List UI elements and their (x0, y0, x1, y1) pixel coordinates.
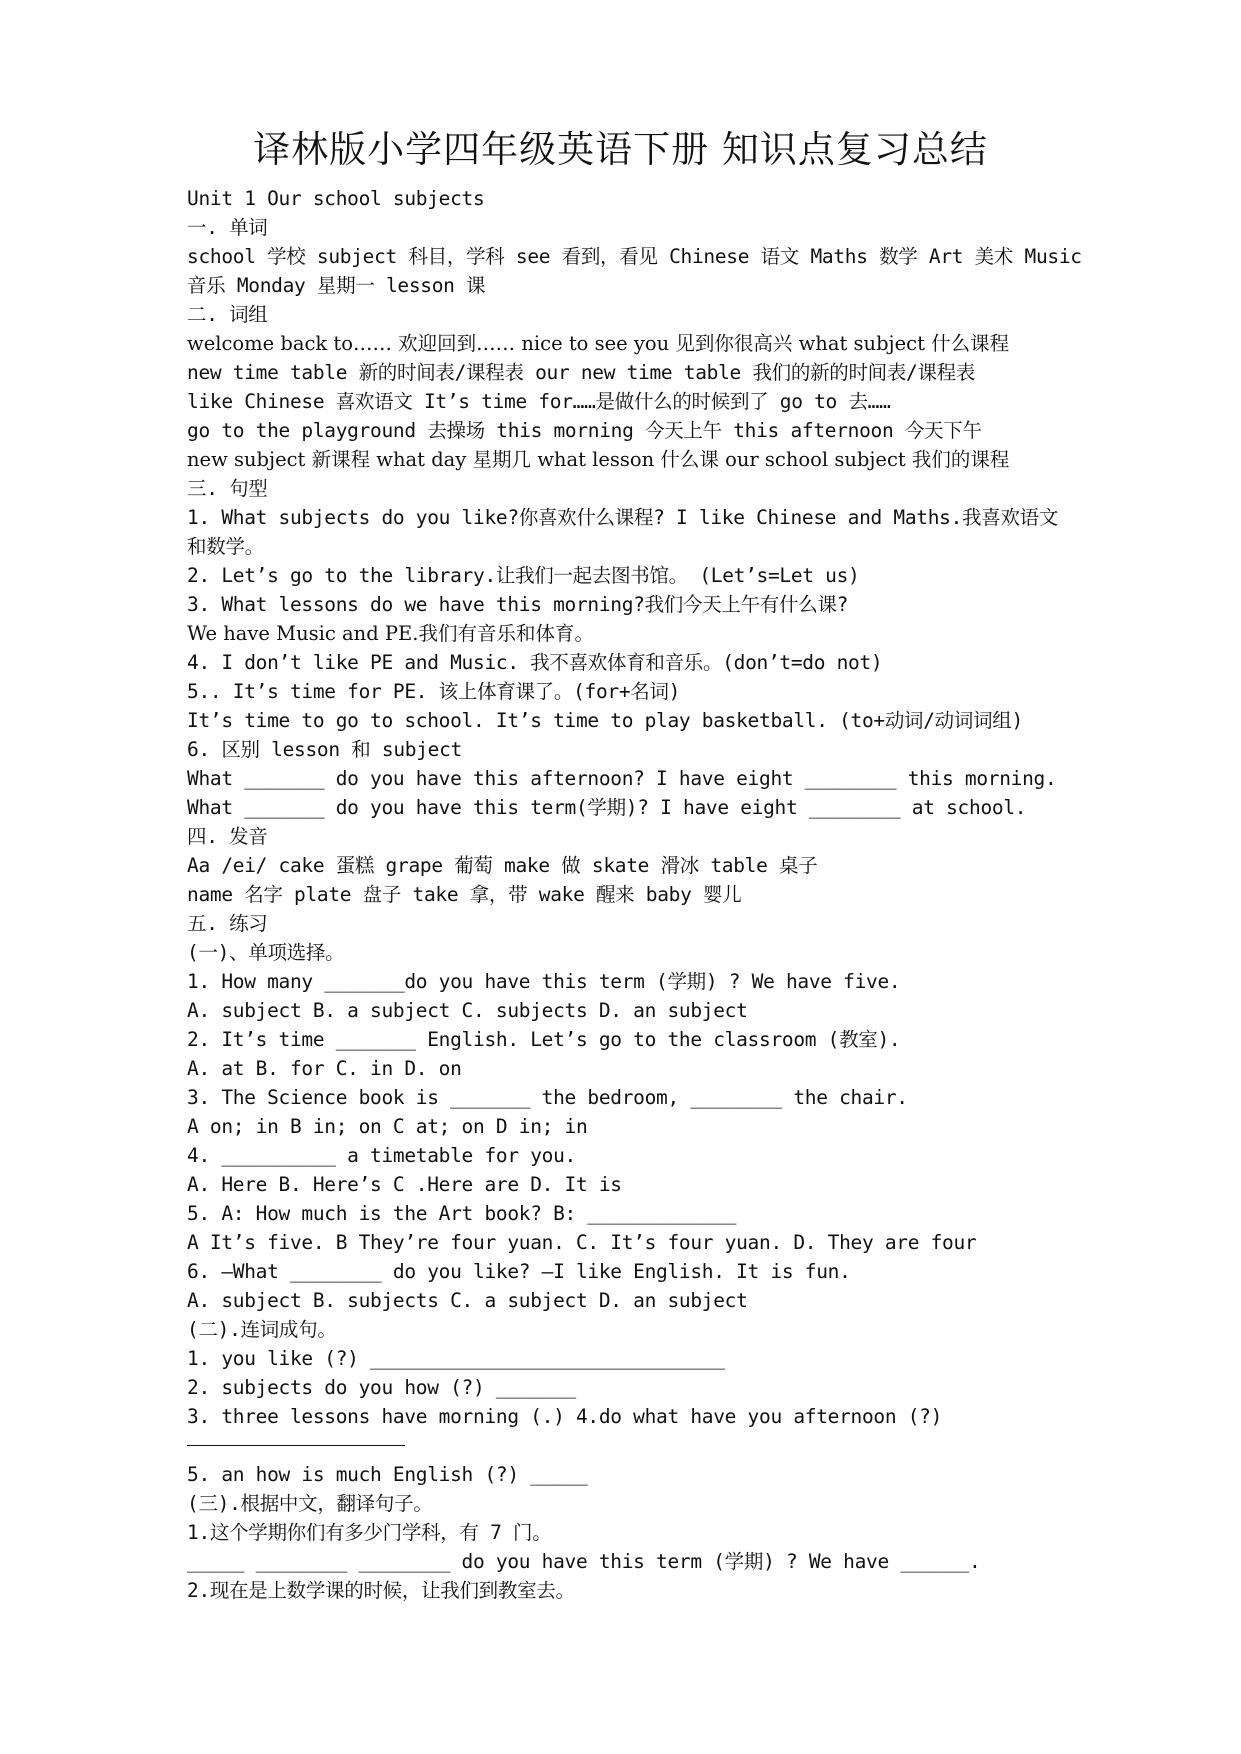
text-line: 2.现在是上数学课的时候，让我们到教室去。 (187, 1579, 575, 1602)
text-line: 3. three lessons have morning (.) 4.do what have you afternoon (?) (187, 1405, 943, 1428)
text-line: 一. 单词 (187, 216, 268, 239)
text-line: 和数学。 (187, 535, 264, 558)
text-line: We have Music and PE.我们有音乐和体育。 (187, 622, 594, 645)
text-line: 1. How many _______do you have this term (学期) ? We have five. (187, 970, 901, 993)
text-line: A. Here B. Here’s C .Here are D. It is (187, 1173, 622, 1196)
text-line: What _______ do you have this term(学期)? I have eight ________ at school. (187, 796, 1027, 819)
text-line: 4. I don’t like PE and Music. 我不喜欢体育和音乐。(don’t=do not) (187, 651, 883, 674)
text-line: A on; in B in; on C at; on D in; in (187, 1115, 588, 1138)
text-line: 1. you like (?) _______________________________ (187, 1347, 725, 1370)
text-line: like Chinese 喜欢语文 It’s time for……是做什么的时候到了 go to 去…… (187, 390, 891, 413)
answer-blank-line (187, 1431, 1127, 1460)
text-line: school 学校 subject 科目，学科 see 看到，看见 Chinese 语文 Maths 数学 Art 美术 Music (187, 245, 1082, 268)
text-line: 3. The Science book is _______ the bedroom, ________ the chair. (187, 1086, 908, 1109)
document-body (187, 184, 1127, 1605)
text-line: 音乐 Monday 星期一 lesson 课 (187, 274, 486, 297)
text-line: A. subject B. a subject C. subjects D. an subject (187, 999, 748, 1022)
text-line: 三. 句型 (187, 477, 268, 500)
text-line: 5. an how is much English (?) _____ (187, 1463, 588, 1486)
text-line: go to the playground 去操场 this morning 今天上午 this afternoon 今天下午 (187, 419, 982, 442)
text-line: 4. __________ a timetable for you. (187, 1144, 576, 1167)
text-line: What _______ do you have this afternoon? I have eight ________ this morning. (187, 767, 1057, 790)
text-line: 二. 词组 (187, 303, 268, 326)
text-line: 1.这个学期你们有多少门学科，有 7 门。 (187, 1521, 552, 1544)
text-line: It’s time to go to school. It’s time to play basketball. (to+动词/动词词组) (187, 709, 1023, 732)
text-line: new time table 新的时间表/课程表 our new time table 我们的新的时间表/课程表 (187, 361, 976, 384)
text-line: 2. It’s time _______ English. Let’s go to the classroom (教室). (187, 1028, 901, 1051)
text-line: 6. 区别 lesson 和 subject (187, 738, 462, 761)
text-line: name 名字 plate 盘子 take 拿，带 wake 醒来 baby 婴儿 (187, 883, 742, 906)
text-line: (三).根据中文，翻译句子。 (187, 1492, 433, 1515)
text-line: 1. What subjects do you like?你喜欢什么课程? I like Chinese and Maths.我喜欢语文 (187, 506, 1059, 529)
text-line: A It’s five. B They’re four yuan. C. It’s four yuan. D. They are four (187, 1231, 977, 1254)
text-line: welcome back to…… 欢迎回到…… nice to see you 见到你很高兴 what subject 什么课程 (187, 332, 1010, 355)
text-line: 五. 练习 (187, 912, 268, 935)
text-line: 四. 发音 (187, 825, 268, 848)
text-line: (一)、单项选择。 (187, 941, 345, 964)
text-line: 2. subjects do you how (?) _______ (187, 1376, 576, 1399)
text-line: _____ ________ ________ do you have this term (学期) ? We have ______. (187, 1550, 981, 1573)
text-line: 5. A: How much is the Art book? B: _____________ (187, 1202, 737, 1225)
text-line: A. at B. for C. in D. on (187, 1057, 462, 1080)
text-line: Aa /ei/ cake 蛋糕 grape 葡萄 make 做 skate 滑冰 table 桌子 (187, 854, 818, 877)
text-line: 6. —What ________ do you like? —I like English. It is fun. (187, 1260, 851, 1283)
text-line: 2. Let’s go to the library.让我们一起去图书馆。 (Let’s=Let us) (187, 564, 860, 587)
page-title: 译林版小学四年级英语下册 知识点复习总结 (253, 128, 988, 171)
text-line: new subject 新课程 what day 星期几 what lesson 什么课 our school subject 我们的课程 (187, 448, 1010, 471)
text-line: Unit 1 Our school subjects (187, 187, 485, 210)
text-line: 5.. It’s time for PE. 该上体育课了。(for+名词) (187, 680, 681, 703)
text-line: 3. What lessons do we have this morning?我们今天上午有什么课? (187, 593, 849, 616)
text-line: (二).连词成句。 (187, 1318, 337, 1341)
text-line: A. subject B. subjects C. a subject D. an subject (187, 1289, 748, 1312)
